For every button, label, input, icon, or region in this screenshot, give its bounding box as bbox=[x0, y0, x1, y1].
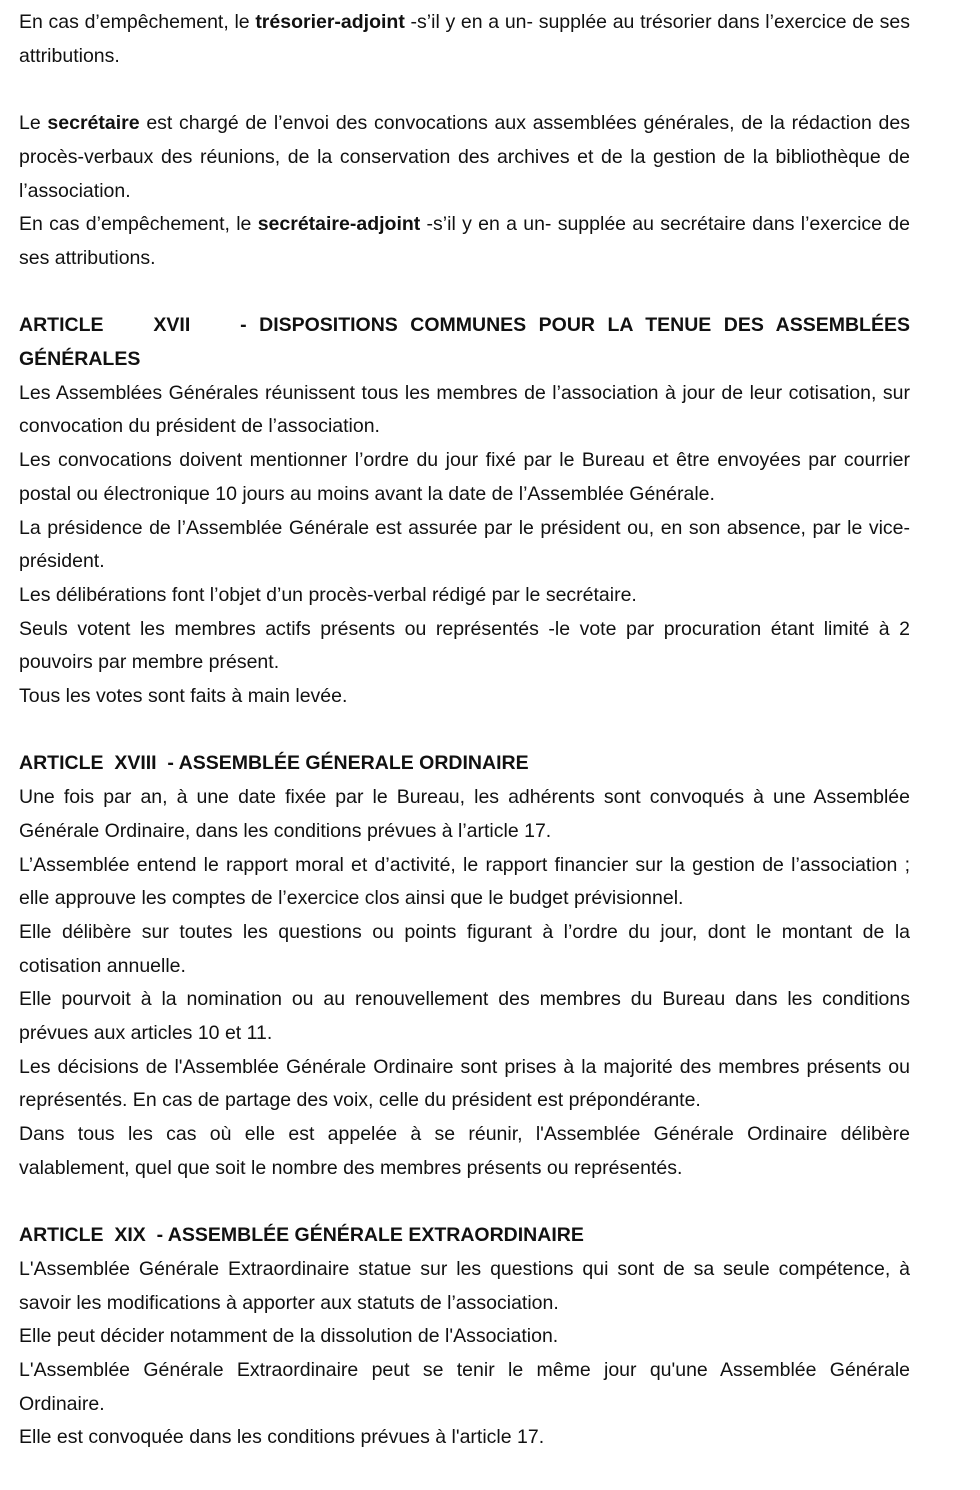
article-19-paragraph: Elle peut décider notamment de la dissolution de l'Association. bbox=[19, 1325, 559, 1348]
paragraph-secretary bbox=[19, 107, 910, 208]
article-18-paragraph: Elle délibère sur toutes les questions ou points figurant à l’ordre du jour, dont le montant de la cotisation annuelle. bbox=[19, 920, 910, 977]
text-run: est chargé de l’envoi des convocations aux assemblées générales, de la rédaction des procès-verbaux des réunions, de la conservation des archives et de la gestion de la bibliothèque de l’association. bbox=[19, 112, 910, 202]
bold-term: secrétaire-adjoint bbox=[257, 213, 421, 236]
article-17-paragraph: Les convocations doivent mentionner l’ordre du jour fixé par le Bureau et être envoyées par courrier postal ou électronique 10 jours au moins avant la date de l’Assemblée Générale. bbox=[19, 449, 910, 505]
text-run: -s’il y en a un- supplée au secrétaire dans l’exercice de ses attributions. bbox=[19, 213, 911, 269]
spacer bbox=[19, 714, 910, 748]
paragraph-treasurer-deputy bbox=[19, 6, 910, 73]
spacer bbox=[19, 1186, 910, 1220]
article-17-paragraph: Tous les votes sont faits à main levée. bbox=[19, 685, 348, 708]
text-run: Le bbox=[19, 112, 48, 135]
paragraph-secretary-deputy bbox=[19, 208, 910, 275]
text-run: En cas d’empêchement, le bbox=[19, 213, 258, 236]
article-18-paragraph: Dans tous les cas où elle est appelée à se réunir, l'Assemblée Générale Ordinaire délibère valablement, quel que soit le nombre des membres présents ou représentés. bbox=[19, 1123, 910, 1179]
article-18-paragraph: Elle pourvoit à la nomination ou au renouvellement des membres du Bureau dans les conditions prévues aux articles 10 et 11. bbox=[19, 988, 910, 1045]
article-18-heading: ARTICLE XVIII - ASSEMBLÉE GÉNERALE ORDINAIRE bbox=[19, 752, 529, 775]
document-page bbox=[19, 6, 916, 1455]
text-run: -s’il y en a un- supplée au trésorier dans l’exercice de ses attributions. bbox=[19, 11, 910, 67]
article-17-heading: ARTICLE XVII - DISPOSITIONS COMMUNES POUR LA TENUE DES ASSEMBLÉES GÉNÉRALES bbox=[19, 314, 916, 370]
article-17-paragraph: La présidence de l’Assemblée Générale est assurée par le président ou, en son absence, par le vice-président. bbox=[19, 516, 910, 573]
spacer bbox=[19, 73, 910, 107]
article-17-paragraph: Les Assemblées Générales réunissent tous les membres de l’association à jour de leur cotisation, sur convocation du président de l’association. bbox=[19, 381, 910, 438]
bold-term: trésorier-adjoint bbox=[255, 11, 405, 33]
article-19-paragraph: L'Assemblée Générale Extraordinaire statue sur les questions qui sont de sa seule compétence, à savoir les modifications à apporter aux statuts de l’association. bbox=[19, 1257, 910, 1314]
text-run: En cas d’empêchement, le bbox=[19, 11, 256, 33]
article-18-paragraph: Une fois par an, à une date fixée par le Bureau, les adhérents sont convoqués à une Assemblée Générale Ordinaire, dans les conditions prévues à l’article 17. bbox=[19, 786, 910, 842]
article-18-paragraph: Les décisions de l'Assemblée Générale Ordinaire sont prises à la majorité des membres présents ou représentés. En cas de partage des voix, celle du président est prépondérante. bbox=[19, 1055, 910, 1112]
article-19-paragraph: L'Assemblée Générale Extraordinaire peut se tenir le même jour qu'une Assemblée Générale Ordinaire. bbox=[19, 1359, 910, 1415]
article-19-heading: ARTICLE XIX - ASSEMBLÉE GÉNÉRALE EXTRAORDINAIRE bbox=[19, 1224, 584, 1247]
article-18-paragraph: L’Assemblée entend le rapport moral et d’activité, le rapport financier sur la gestion de l’association ; elle approuve les comptes de l’exercice clos ainsi que le budget prévisionnel. bbox=[19, 853, 910, 910]
bold-term: secrétaire bbox=[47, 112, 140, 135]
article-19-paragraph: Elle est convoquée dans les conditions prévues à l'article 17. bbox=[19, 1426, 545, 1449]
spacer bbox=[19, 276, 910, 310]
article-17-paragraph: Seuls votent les membres actifs présents ou représentés -le vote par procuration étant limité à 2 pouvoirs par membre présent. bbox=[19, 617, 910, 674]
article-17-paragraph: Les délibérations font l’objet d’un procès-verbal rédigé par le secrétaire. bbox=[19, 583, 637, 606]
